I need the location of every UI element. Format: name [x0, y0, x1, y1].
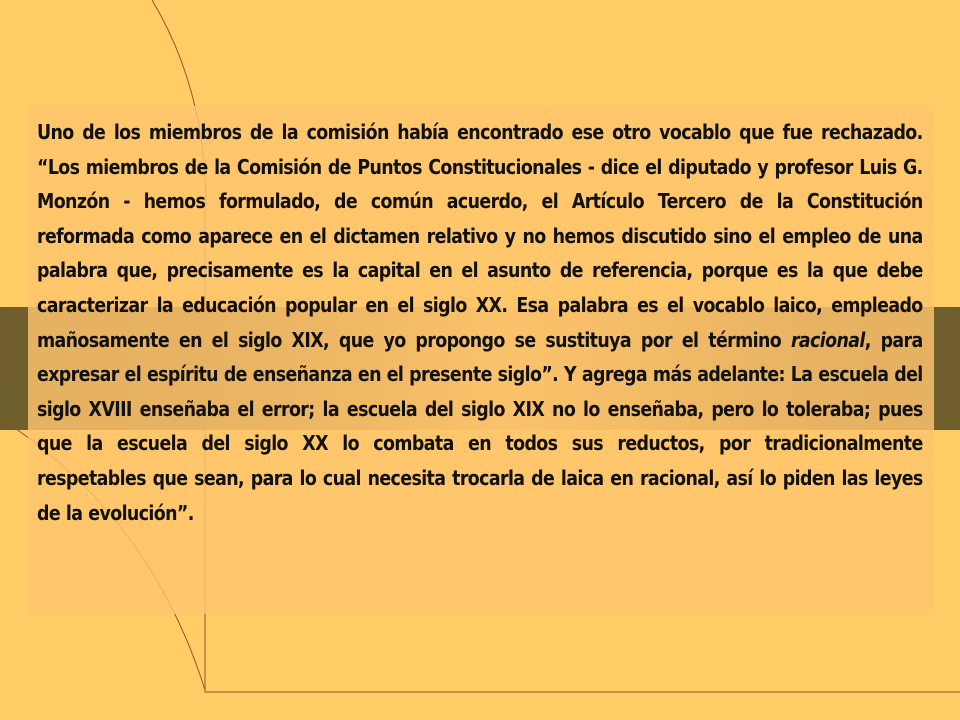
italic-word: racional — [790, 327, 865, 352]
body-paragraph — [37, 115, 923, 530]
paragraph-part-2: , para expresar el espíritu de enseñanza en el presente siglo”. Y agrega más adelante: La escuela del siglo XVIII enseñaba el error; la escuela del siglo XIX no lo enseñaba, pero lo toleraba; pues que la escuela del siglo XX lo combata en todos sus reductos, por tradicionalmente respetables que sean, para lo cual necesita trocarla de laica en racional, así lo piden las leyes de la evolución”. — [37, 327, 923, 525]
paragraph-part-1: Uno de los miembros de la comisión había encontrado ese otro vocablo que fue rechazado. “Los miembros de la Comisión de Puntos Constitucionales - dice el diputado y profesor Luis G. Monzón - hemos formulado, de común acuerdo, el Artículo Tercero de la Constitución reformada como aparece en el dictamen relativo y no hemos discutido sino el empleo de una palabra que, precisamente es la capital en el asunto de referencia, porque es la que debe caracterizar la educación popular en el siglo XX. Esa palabra es el vocablo laico, empleado mañosamente en el siglo XIX, que yo propongo se sustituya por el término — [37, 120, 923, 352]
